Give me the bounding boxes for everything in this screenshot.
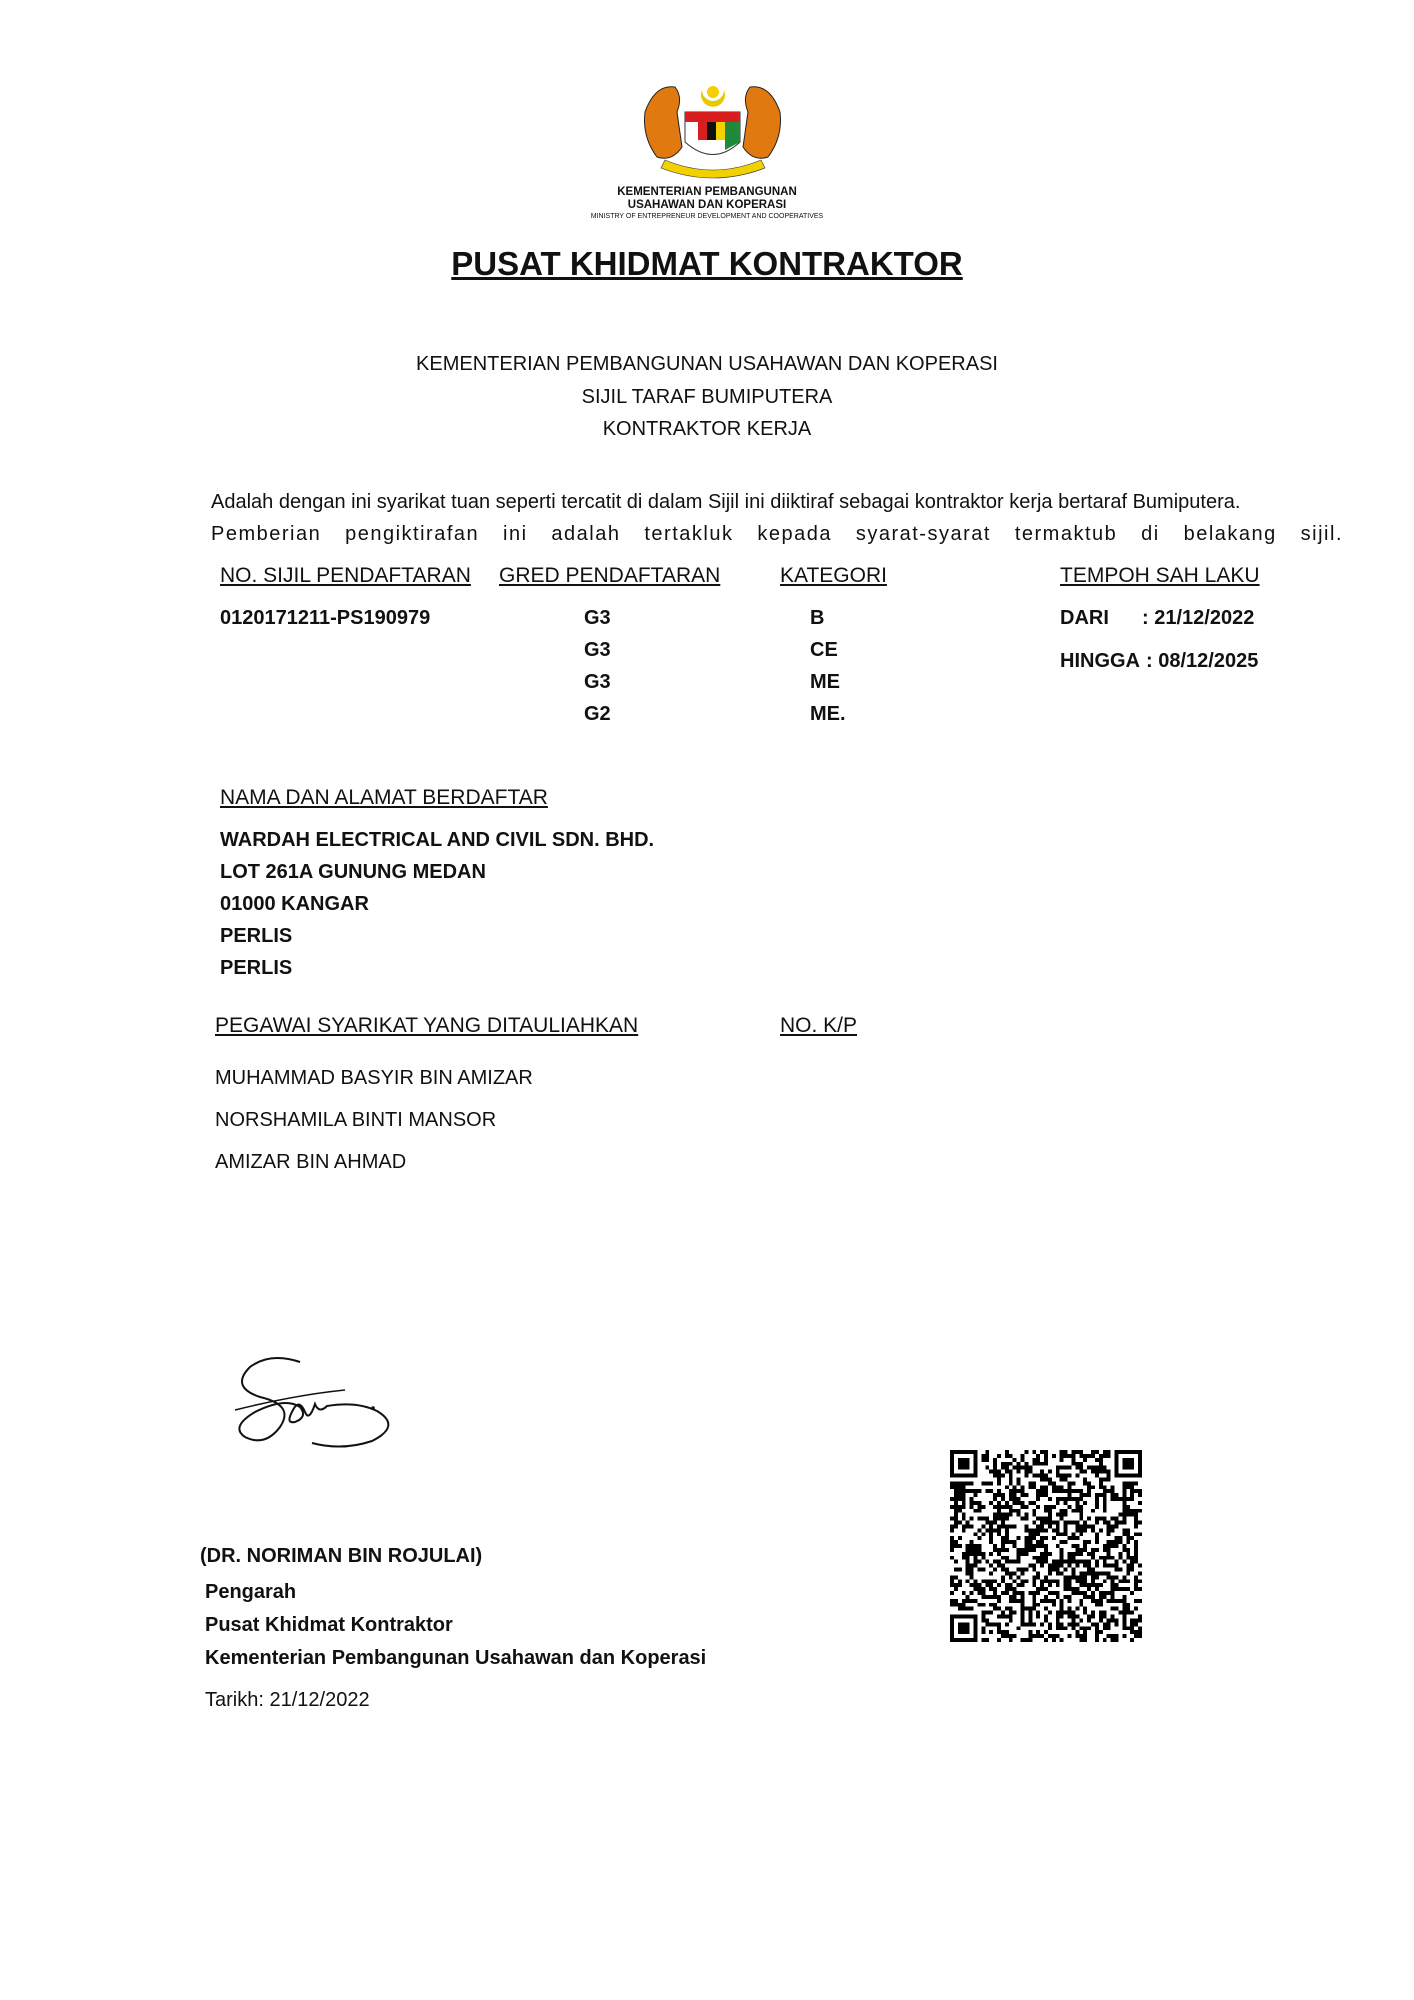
subtitle-contractor-type: KONTRAKTOR KERJA [602,418,812,440]
category-value: B [810,607,825,629]
valid-from-label: DARI [1060,607,1109,629]
issue-date: Tarikh: 21/12/2022 [205,1689,370,1711]
header-registered-address: NAMA DAN ALAMAT BERDAFTAR [220,786,548,809]
signatory-position: Pengarah [205,1581,297,1603]
officer-name: AMIZAR BIN AHMAD [215,1151,407,1173]
address-line: PERLIS [220,925,293,947]
ministry-name-line1: KEMENTERIAN PEMBANGUNAN [617,186,797,198]
signatory-ministry: Kementerian Pembangunan Usahawan dan Koperasi [205,1647,707,1669]
header-category: KATEGORI [780,564,887,587]
company-name: WARDAH ELECTRICAL AND CIVIL SDN. BHD. [220,829,655,851]
valid-to-label: HINGGA [1060,650,1140,672]
verification-qr-code [950,1450,1142,1642]
address-line: PERLIS [220,957,293,979]
header-validity: TEMPOH SAH LAKU [1060,564,1260,587]
recognition-paragraph-line1: Adalah dengan ini syarikat tuan seperti tercatit di dalam Sijil ini diiktiraf sebagai kontraktor kerja bertaraf Bumiputera. [211,491,1241,513]
ministry-name-line2: USAHAWAN DAN KOPERASI [627,199,787,211]
recognition-paragraph-line2: Pemberian pengiktirafan ini adalah tertakluk kepada syarat-syarat termaktub di belakang sijil. [211,523,1343,545]
subtitle-certificate: SIJIL TARAF BUMIPUTERA [581,386,833,408]
header-ic-number: NO. K/P [780,1014,858,1037]
signatory-organization: Pusat Khidmat Kontraktor [205,1614,453,1636]
valid-from-date: : 21/12/2022 [1142,607,1255,629]
category-value: ME [810,671,840,693]
grade-value: G3 [584,639,611,661]
officer-name: MUHAMMAD BASYIR BIN AMIZAR [215,1067,533,1089]
page-title: PUSAT KHIDMAT KONTRAKTOR [451,245,963,282]
grade-value: G3 [584,671,611,693]
grade-value: G3 [584,607,611,629]
category-value: ME. [810,703,846,725]
subtitle-ministry: KEMENTERIAN PEMBANGUNAN USAHAWAN DAN KOPERASI [416,353,998,375]
address-line: 01000 KANGAR [220,893,369,915]
valid-to-date: : 08/12/2025 [1146,650,1259,672]
registration-number: 0120171211-PS190979 [220,607,431,629]
coat-of-arms-logo [640,82,785,182]
signatory-name: (DR. NORIMAN BIN ROJULAI) [200,1545,483,1567]
header-authorized-officers: PEGAWAI SYARIKAT YANG DITAULIAHKAN [215,1014,639,1037]
address-line: LOT 261A GUNUNG MEDAN [220,861,486,883]
handwritten-signature [230,1350,415,1455]
header-registration-no: NO. SIJIL PENDAFTARAN [220,564,471,587]
header-grade: GRED PENDAFTARAN [499,564,721,587]
ministry-name-english: MINISTRY OF ENTREPRENEUR DEVELOPMENT AND COOPERATIVES [590,213,824,220]
officer-name: NORSHAMILA BINTI MANSOR [215,1109,497,1131]
category-value: CE [810,639,838,661]
grade-value: G2 [584,703,611,725]
